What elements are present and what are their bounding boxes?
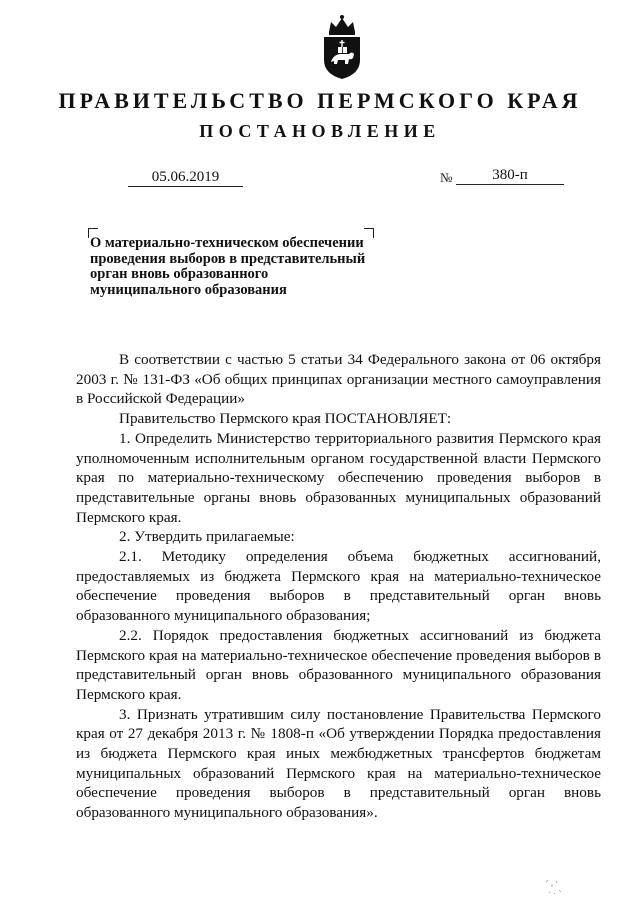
perm-krai-coat-of-arms-icon [319, 14, 365, 80]
document-type-heading: ПОСТАНОВЛЕНИЕ [199, 121, 441, 141]
body-paragraph: 2.1. Методику определения объема бюджетных ассигнований, предоставляемых из бюджета Пермского края на материально-техническое обеспечение проведения выборов в представительный орган вновь образованного муниципального образования; [76, 548, 601, 625]
document-date: 05.06.2019 [151, 169, 220, 185]
number-sign: № [440, 170, 453, 185]
title-line: проведения выборов в представительный [90, 250, 366, 267]
body-paragraph: 3. Признать утратившим силу постановление Правительства Пермского края от 27 декабря 2013 г. № 1808-п «Об утверждении Порядка предоставления из бюджета Пермского края иных межбюджетных трансфертов бюджетам муниципальных образований Пермского края на материально-техническое обеспечение проведения выборов в представительный орган вновь образованного муниципального образования». [76, 705, 601, 822]
document-title [90, 236, 390, 298]
title-line: муниципального образования [90, 281, 287, 298]
scan-artifact-mark [544, 878, 564, 896]
body-paragraph: 1. Определить Министерство территориального развития Пермского края уполномоченным исполнительным органом государственной власти Пермского края по материально-техническому обеспечению проведения выборов в представительные органы вновь образованных муниципальных образований Пермского края. [76, 429, 601, 526]
document-date-field [128, 168, 243, 187]
body-paragraph: Правительство Пермского края ПОСТАНОВЛЯЕТ: [119, 410, 452, 428]
document-body [76, 350, 601, 823]
body-paragraph: 2. Утвердить прилагаемые: [119, 528, 295, 546]
document-number: 380-п [492, 167, 528, 183]
title-line: О материально-техническом обеспечении [90, 235, 364, 251]
body-paragraph: 2.2. Порядок предоставления бюджетных ассигнований из бюджета Пермского края на материально-техническое обеспечение проведения выборов в представительный орган вновь образованного муниципального образования Пермского края. [76, 626, 601, 703]
document-number-field [456, 166, 564, 185]
government-heading: ПРАВИТЕЛЬСТВО ПЕРМСКОГО КРАЯ [58, 88, 582, 113]
title-line: орган вновь образованного [90, 266, 269, 282]
body-paragraph: В соответствии с частью 5 статьи 34 Федерального закона от 06 октября 2003 г. № 131-ФЗ «Об общих принципах организации местного самоуправления в Российской Федерации» [76, 351, 601, 408]
